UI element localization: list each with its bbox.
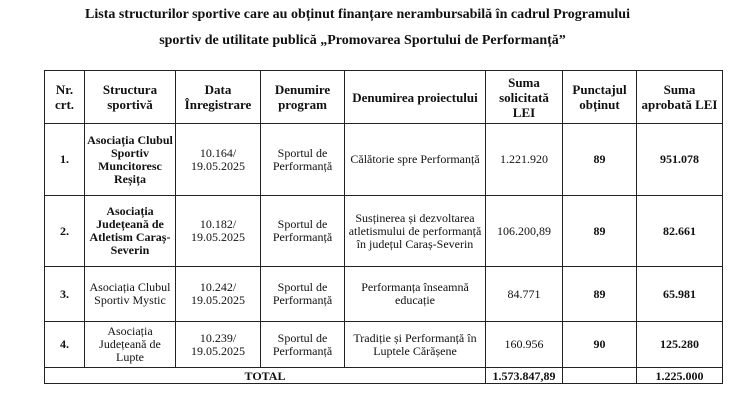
total-label: TOTAL xyxy=(45,368,486,384)
total-aprobata: 1.225.000 xyxy=(637,368,723,384)
row-proiect: Performanța înseamnă educație xyxy=(345,267,486,322)
row-punctaj: 89 xyxy=(563,124,637,196)
row-structura: Asociația Județeană de Atletism Caraș-Severin xyxy=(85,196,176,267)
document-title-line-2: sportiv de utilitate publică „Promovarea Sportului de Performanță” xyxy=(159,33,566,48)
header-suma-solicitata: Suma solicitată LEI xyxy=(486,71,563,124)
header-suma-aprobata: Suma aprobată LEI xyxy=(637,71,723,124)
row-punctaj: 89 xyxy=(563,196,637,267)
row-solicitata: 1.221.920 xyxy=(486,124,563,196)
table-header-row xyxy=(45,71,723,124)
row-solicitata: 84.771 xyxy=(486,267,563,322)
row-data: 10.239/ 19.05.2025 xyxy=(176,322,261,368)
table-row xyxy=(45,196,723,267)
header-program: Denumire program xyxy=(261,71,345,124)
row-aprobata: 82.661 xyxy=(637,196,723,267)
row-proiect: Tradiție și Performanță în Luptele Cărășene xyxy=(345,322,486,368)
total-punctaj-empty xyxy=(563,368,637,384)
header-proiect: Denumirea proiectului xyxy=(345,71,486,124)
row-punctaj: 90 xyxy=(563,322,637,368)
row-punctaj: 89 xyxy=(563,267,637,322)
row-structura: Asociația Clubul Sportiv Muncitoresc Reșița xyxy=(85,124,176,196)
table-row xyxy=(45,322,723,368)
row-data: 10.164/ 19.05.2025 xyxy=(176,124,261,196)
row-structura: Asociația Județeană de Lupte xyxy=(85,322,176,368)
table-row xyxy=(45,267,723,322)
table-row xyxy=(45,124,723,196)
row-data: 10.242/ 19.05.2025 xyxy=(176,267,261,322)
document-title-line-1: Lista structurilor sportive care au obținut finanțare nerambursabilă în cadrul Programului xyxy=(85,7,630,22)
row-program: Sportul de Performanță xyxy=(261,322,345,368)
row-program: Sportul de Performanță xyxy=(261,196,345,267)
row-structura: Asociația Clubul Sportiv Mystic xyxy=(85,267,176,322)
row-solicitata: 160.956 xyxy=(486,322,563,368)
row-program: Sportul de Performanță xyxy=(261,124,345,196)
row-nr: 1. xyxy=(45,124,85,196)
total-solicitata: 1.573.847,89 xyxy=(486,368,563,384)
row-nr: 3. xyxy=(45,267,85,322)
header-structura: Structura sportivă xyxy=(85,71,176,124)
row-solicitata: 106.200,89 xyxy=(486,196,563,267)
funding-table xyxy=(44,70,723,384)
header-data: Data Înregistrare xyxy=(176,71,261,124)
row-program: Sportul de Performanță xyxy=(261,267,345,322)
header-punctaj: Punctajul obținut xyxy=(563,71,637,124)
row-proiect: Susținerea și dezvoltarea atletismului de performanță în județul Caraș-Severin xyxy=(345,196,486,267)
row-nr: 4. xyxy=(45,322,85,368)
row-aprobata: 65.981 xyxy=(637,267,723,322)
row-aprobata: 125.280 xyxy=(637,322,723,368)
row-nr: 2. xyxy=(45,196,85,267)
header-nr: Nr. crt. xyxy=(45,71,85,124)
row-data: 10.182/ 19.05.2025 xyxy=(176,196,261,267)
row-aprobata: 951.078 xyxy=(637,124,723,196)
table-total-row xyxy=(45,368,723,384)
row-proiect: Călătorie spre Performanță xyxy=(345,124,486,196)
